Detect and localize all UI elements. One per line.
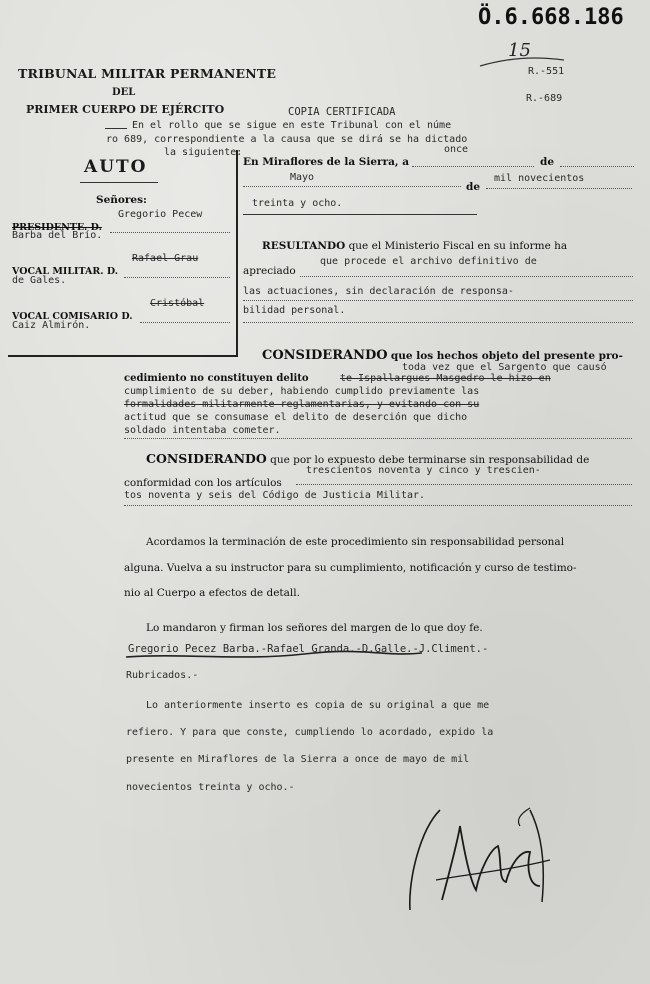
vocal-militar-dotted-line (124, 277, 230, 278)
considerando2-lead: CONSIDERANDO (146, 451, 267, 466)
date-month-line (243, 186, 461, 187)
closing-line-3: presente en Miraflores de la Sierra a once de mayo de mil (126, 754, 470, 765)
serial-number: 6.668.186 (504, 5, 624, 30)
resultando-typed-1: que procede el archivo definitivo de (320, 256, 537, 267)
considerando2-typed-1: trescientos noventa y cinco y trescien- (306, 465, 541, 476)
auto-title: AUTO (84, 157, 148, 177)
vocal-comisario-dotted-line (140, 322, 230, 323)
vocal-militar-name-b: de Gales. (12, 275, 67, 286)
considerando2-typed-2: tos noventa y seis del Código de Justicia Militar. (124, 490, 426, 501)
intro-line-3: la siguiente: (164, 147, 243, 158)
considerando2-label: conformidad con los artículos (124, 477, 282, 489)
date-day-line (412, 166, 534, 167)
resultando-line-3 (243, 322, 633, 323)
date-de-1: de (540, 156, 555, 168)
considerando2-line-2 (124, 505, 632, 506)
considerando1-text: que los hechos objeto del presente pro- (390, 350, 623, 362)
resultando-label: apreciado (243, 265, 296, 277)
vocal-comisario-label: VOCAL COMISARIO D. (12, 311, 133, 322)
resultando-paragraph (262, 240, 567, 252)
resultando-typed-3: bilidad personal. (243, 305, 346, 316)
acordamos-line-1: Acordamos la terminación de este procedimiento sin responsabilidad personal (146, 536, 565, 548)
considerando1-typed-4: formalidades militarmente reglamentarias, y evitando con su (124, 399, 480, 410)
vocal-militar-label: VOCAL MILITAR. D. (12, 266, 119, 277)
date-year-line (486, 188, 632, 189)
date-de1-line (560, 166, 634, 167)
handwritten-signature (380, 790, 580, 920)
considerando1-typed-5: actitud que se consumase el delito de deserción que dicho (124, 412, 468, 423)
auto-title-underline (80, 182, 158, 183)
presidente-name-a: Gregorio Pecew (118, 209, 203, 220)
intro-line-2: ro 689, correspondiente a la causa que se dirá se ha dictado (106, 134, 468, 145)
presidente-name-b: Barba del Brío. (12, 230, 103, 241)
header-tribunal: TRIBUNAL MILITAR PERMANENTE (18, 66, 277, 81)
vocal-comisario-name-a: Cristóbal (150, 298, 205, 309)
considerando2-paragraph (146, 451, 589, 466)
considerando1-label: cedimiento no constituyen delito (124, 373, 309, 384)
date-year-b: treinta y ocho. (252, 198, 343, 209)
considerando2-text: que por lo expuesto debe terminarse sin responsabilidad de (270, 454, 590, 466)
resultando-typed-2: las actuaciones, sin declaración de responsa- (243, 286, 514, 297)
rubricados: Rubricados.- (126, 670, 199, 681)
considerando1-typed-6: soldado intentaba cometer. (124, 425, 281, 436)
vocal-comisario-name-b: Caiz Almirón. (12, 320, 91, 331)
resultando-text: que el Ministerio Fiscal en su informe ha (348, 240, 568, 252)
intro-line-1: En el rollo que se sigue en este Tribunal con el núme (132, 120, 452, 131)
vocal-militar-name-a: Rafael Grau (132, 253, 199, 264)
closing-line-4: novecientos treinta y ocho.- (126, 782, 295, 793)
closing-line-2: refiero. Y para que conste, cumpliendo lo acordado, expido la (126, 727, 494, 738)
presidente-label: PRESIDENTE. D. (12, 222, 102, 233)
serial-prefix-mark: Ö. (478, 5, 505, 30)
acordamos-line-2: alguna. Vuelva a su instructor para su cumplimiento, notificación y curso de testimo- (124, 562, 577, 574)
ref-code-1: R.-551 (528, 66, 565, 77)
date-underline (243, 214, 477, 215)
considerando1-paragraph (262, 348, 623, 363)
date-month: Mayo (290, 172, 315, 183)
date-day: once (444, 144, 469, 155)
mandaron-line: Lo mandaron y firman los señores del margen de lo que doy fe. (146, 622, 483, 634)
resultando-lead: RESULTANDO (262, 240, 346, 252)
considerando1-typed-1: toda vez que el Sargento que causó (402, 362, 607, 373)
header-del: DEL (112, 87, 136, 98)
resultando-line-2 (243, 300, 633, 301)
header-cuerpo: PRIMER CUERPO DE EJÉRCITO (26, 103, 225, 116)
signed-names-line: Gregorio Pecez Barba.-Rafael Granda.-D.Galle.-J.Climent.- (128, 643, 489, 655)
handwritten-ref-number: 15 (508, 40, 531, 61)
acordamos-line-3: nio al Cuerpo a efectos de detall. (124, 587, 300, 599)
considerando1-typed-3: cumplimiento de su deber, habiendo cumplido previamente las (124, 386, 480, 397)
date-year-a: mil novecientos (494, 173, 585, 184)
resultando-line-1 (300, 276, 633, 277)
date-de-2: de (466, 181, 481, 193)
considerando1-lead: CONSIDERANDO (262, 348, 388, 363)
date-place: En Miraflores de la Sierra, a (243, 156, 410, 168)
signed-scribble (124, 645, 424, 665)
intro-arrow-line (105, 128, 127, 129)
copy-title: COPIA CERTIFICADA (288, 106, 396, 118)
considerando2-line-1 (296, 484, 632, 485)
considerando1-line (124, 438, 632, 439)
auto-senores-label: Señores: (96, 194, 147, 206)
considerando1-typed-2: te Ispallargues Masgedro le hizo en (340, 373, 551, 384)
ref-code-2: R.-689 (526, 93, 563, 104)
serial-stamp (478, 5, 624, 30)
closing-line-1: Lo anteriormente inserto es copia de su original a que me (146, 700, 490, 711)
presidente-dotted-line (110, 232, 230, 233)
